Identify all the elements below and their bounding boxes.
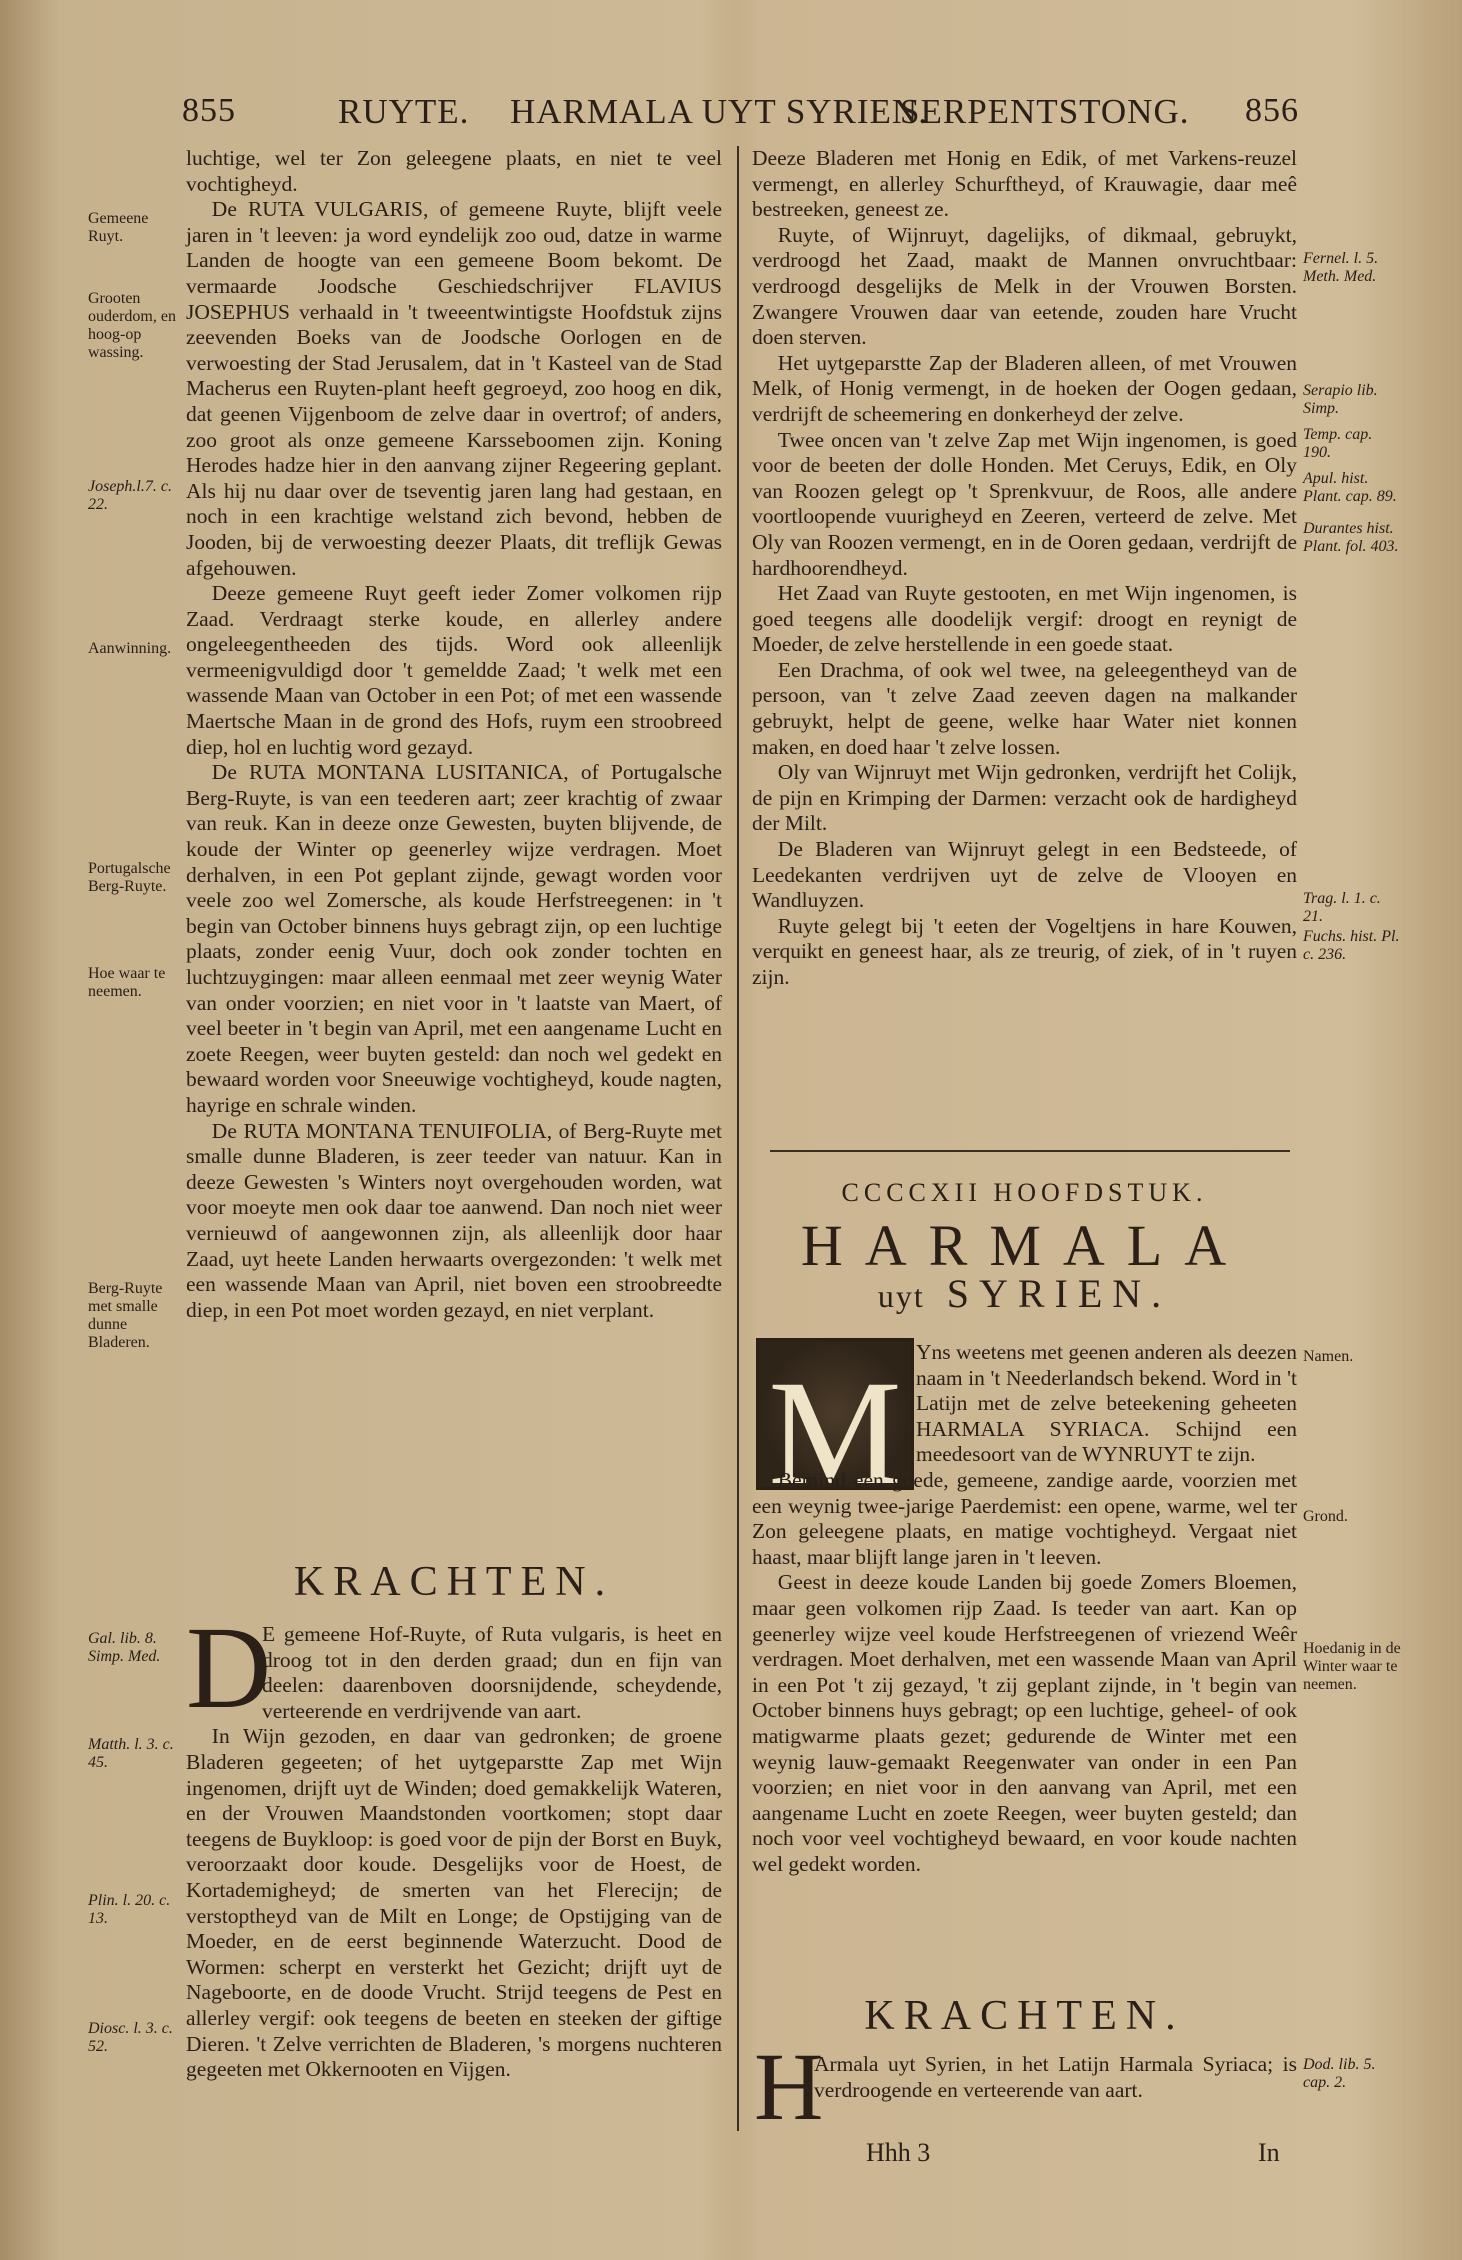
- right-paragraph: Twee oncen van 't zelve Zap met Wijn ingenomen, is goed voor de beeten der dolle Honden. Met Ceruys, Edik, en Oly van Roozen gelegt op 't Sprenkvuur, de Roos, alle andere voortloopende vuurigheyd en Zeeren, verteerd de zelve. Met Oly van Roozen vermengt, en in de Ooren gedaan, verdrijft de hardhoorendheyd.: [752, 427, 1297, 580]
- right-krachten-text: [752, 2052, 1297, 2103]
- left-krachten-heading: KRACHTEN.: [293, 1559, 615, 1605]
- margin-note: Hoe waar te neemen.: [88, 965, 166, 1000]
- right-paragraph: Een Drachma, of ook wel twee, na geleegentheyd van de persoon, van 't zelve Zaad zeeven dagen na malkander gebruykt, helpt de geene, welke haar Water niet konnen maken, en doed haar 't zelve lossen.: [752, 657, 1297, 759]
- margin-note: Serapio lib. Simp.: [1303, 382, 1378, 417]
- left-paragraph: luchtige, wel ter Zon geleegene plaats, en niet te veel vochtigheyd.: [186, 146, 722, 196]
- margin-note: Namen.: [1303, 1348, 1354, 1365]
- header-title-serpentstong: SERPENTSTONG.: [900, 92, 1190, 131]
- margin-note: Temp. cap. 190.: [1303, 426, 1373, 461]
- harmala-intro: Yns weetens met geenen anderen als deezen naam in 't Neederlandsch bekend. Word in 't Latijn met de zelve beteekening geheeten HARMALA SYRIACA. Schijnd een meedesoort van de WYNRUYT te zijn.: [916, 1340, 1297, 1467]
- left-paragraph: De RUTA MONTANA LUSITANICA, of Portugalsche Berg-Ruyte, is van een teederen aart; zeer krachtig of zwaar van reuk. Kan in deeze onze Gewesten, buyten blijvende, de koude der Winter op geenerley wijze verdragen. Moet derhalven, in een Pot geplant zijnde, gewagt worden voor veele zoo wel Zomersche, als koude Herfstreegenen: in 't begin van October binnens huys gebragt zijn, op een luchtige plaats, zonder eenig Vuur, doch ook zonder tochten en luchtzuygingen: maar alleen eenmaal met zeer weynig Water van onder voorzien; en niet voor in 't laatste van Maert, of veel beeter in 't begin van April, met een aangename Lucht en zoete Reegen, weer buyten gesteld: dan noch wel gedekt en bewaard worden voor Sneeuwige vochtigheyd, koude nagten, hayrige en schrale winden.: [186, 760, 722, 1117]
- margin-note: Gal. lib. 8. Simp. Med.: [88, 1630, 161, 1665]
- right-paragraph: Het Zaad van Ruyte gestooten, en met Wijn ingenomen, is goed teegens alle doodelijk vergif: droogt en reynigt de Moeder, de zelve herstellende in een goede staat.: [752, 581, 1297, 657]
- chapter-subtitle: [752, 1270, 1297, 1317]
- left-paragraph: De RUTA MONTANA TENUIFOLIA, of Berg-Ruyte met smalle dunne Bladeren, is zeer teeder van natuur. Kan in deeze Gewesten 's Winters noyt overgehouden worden, wat voor moeyte men ook daar toe aanwend. Dan noch niet weer vernieuwd of aangewonnen zijn, als alleenlijk door haar Zaad, uyt heete Landen herwaarts overgezonden: 't welk met een wassende Maan van April, niet boven een stroobreedte diep, in een Pot moet worden gezayd, en niet verplant.: [186, 1118, 722, 1322]
- left-paragraph: Deeze gemeene Ruyt geeft ieder Zomer volkomen rijp Zaad. Verdraagt sterke koude, en allerley andere ongeleegentheeden des tijds. Word ook alleenlijk vermeenigvuldigd door 't gemeldde Zaad; 't welk met een wassende Maan van October in een Pot; of met een wassende Maertsche Maan in de grond des Hofs, ruym een stroobreed diep, hol en luchtig word gezayd.: [186, 581, 722, 759]
- left-paragraph: De RUTA VULGARIS, of gemeene Ruyte, blijft veele jaren in 't leeven: ja word eyndelijk zoo oud, datze in warme Landen de hoogte van een gemeene Boom bekomt. De vermaarde Joodsche Geschiedschrijver FLAVIUS JOSEPHUS verhaald in 't tweeentwintigste Hoofdstuk zijns zeevenden Boeks van de Joodsche Oorlogen en de verwoesting der Stad Jerusalem, dat in 't Kasteel van de Stad Macherus een Ruyten-plant heeft gegroeyd, zoo hoog en dik, dat geenen Vijgenboom de zelve daar in overtrof; of anders, zoo groot als onze gemeene Karsseboomen zijn. Koning Herodes hadze hier in den aanvang zijner Regeering geplant. Als hij nu daar over de tseventig jaren lang had gestaan, en noch in een krachtige welstand zich bevond, hebben de Jooden, bij de verwoesting deezer Plaats, dit treflijk Gewas afgehouwen.: [186, 197, 722, 580]
- right-paragraph: Ruyte gelegt bij 't eeten der Vogeltjens in hare Kouwen, verquikt en geneest haar, als ze treurig, of ziek, of in 't ruyen zijn.: [752, 913, 1297, 989]
- margin-note: Grooten ouderdom, en hoog-op wassing.: [88, 290, 176, 361]
- right-krachten-initial: H: [754, 2033, 824, 2140]
- subtitle-uyt: uyt: [877, 1278, 925, 1314]
- margin-note: Grond.: [1303, 1508, 1348, 1525]
- right-paragraph: Oly van Wijnruyt met Wijn gedronken, verdrijft het Colijk, de pijn en Krimping der Darmen: verzacht ook de hardigheyd der Milt.: [752, 760, 1297, 836]
- left-column: [186, 146, 722, 1323]
- margin-note: Matth. l. 3. c. 45.: [88, 1736, 174, 1771]
- right-column: [752, 146, 1297, 991]
- margin-note: Apul. hist. Plant. cap. 89.: [1303, 470, 1397, 505]
- right-paragraph: Het uytgeparstte Zap der Bladeren alleen, of met Vrouwen Melk, of Honig vermengt, in de hoeken der Oogen gedaan, verdrijft de scheemering en donkerheyd der zelve.: [752, 350, 1297, 426]
- right-paragraph: De Bladeren van Wijnruyt gelegt in een Bedsteede, of Leedekanten verdrijven uyt de zelve de Vlooyen en Wandluyzen.: [752, 837, 1297, 913]
- margin-note: Diosc. l. 3. c. 52.: [88, 2020, 173, 2055]
- harmala-grond-paragraph: Bemind een goede, gemeene, zandige aarde, voorzien met een weynig twee-jarige Paerdemist: een opene, warme, wel ter Zon geleegene plaats, en matige vochtigheyd. Vergaat niet haast, maar blijft lange jaren in 't leeven.: [752, 1467, 1297, 1569]
- margin-note: Fuchs. hist. Pl. c. 236.: [1303, 928, 1400, 963]
- decorated-initial-letter: M: [768, 1350, 902, 1516]
- signature-mark: Hhh 3: [866, 2138, 931, 2167]
- header-title-ruyte: RUYTE.: [338, 92, 470, 131]
- chapter-title: HARMALA: [800, 1213, 1249, 1278]
- left-krachten-first-paragraph: E gemeene Hof-Ruyte, of Ruta vulgaris, is heet en droog tot in den derden graad; dun en fijn van deelen: daarenboven doorsnijdende, scheydende, verteerende en verdrijvende van aart.: [262, 1622, 722, 1723]
- left-krachten-initial: D: [186, 1602, 272, 1733]
- left-krachten-text: [186, 1622, 722, 2083]
- margin-note: Durantes hist. Plant. fol. 403.: [1303, 520, 1399, 555]
- section-rule: [770, 1150, 1290, 1152]
- subtitle-syrien: SYRIEN.: [946, 1271, 1172, 1316]
- margin-note: Berg-Ruyte met smalle dunne Bladeren.: [88, 1280, 163, 1351]
- left-krachten-paragraph: In Wijn gezoden, en daar van gedronken; de groene Bladeren gegeeten; of het uytgeparstte Zap met Wijn ingenomen, drijft uyt de Winden; doed gemakkelijk Wateren, en der Vrouwen Maandstonden voortkomen; stopt daar teegens de Buykloop: is goed voor de pijn der Borst en Buyk, veroorzaakt door koude. Desgelijks voor de Hoest, de Kortademigheyd; de smerten van het Flerecijn; de verstoptheyd van de Milt en Longe; de Opstijging van de Moeder, en de eerst beginnende Waterzucht. Dood de Wormen: scherpt en versterkt het Gezicht; drijft uyt de Nageboorte, en de doode Vrucht. Strijd teegens de Pest en allerley vergif: ook teegens de beeten en steeken der giftige Dieren. 't Zelve verrichten de Bladeren, 's morgens nuchteren gegeeten met Okkernooten en Vijgen.: [186, 1724, 722, 2082]
- margin-note: Dod. lib. 5. cap. 2.: [1303, 2056, 1376, 2091]
- harmala-text: [752, 1340, 1297, 1877]
- margin-note: Plin. l. 20. c. 13.: [88, 1892, 171, 1927]
- harmala-hoedanig-paragraph: Geest in deeze koude Landen bij goede Zomers Bloemen, maar geen volkomen rijp Zaad. Is teeder van aart. Kan op geenerley wijze veel koude Herfstreegenen of vriezend Weêr verdragen. Moet derhalven, met een wassende Maan van April in een Pot 't zij gezayd, 't zij geplant zijnde, in 't begin van October binnens huys gebragt; op een luchtige, geheel- of ook matigwarme plaats gezet; gedurende de Winter met een weynig lauw-gemaakt Reegenwater van onder in een Pan voorzien; en niet voor in den aanvang van April, met een aangename Lucht en zoete Reegen, weer buyten gesteld; dan noch voor veel vochtigheyd bewaard, en voor koude nachten wel gedekt worden.: [752, 1570, 1297, 1876]
- margin-note: Gemeene Ruyt.: [88, 210, 149, 245]
- column-divider: [737, 146, 739, 2131]
- right-krachten-paragraph: Armala uyt Syrien, in het Latijn Harmala Syriaca; is verdroogende en verteerende van aart.: [814, 2052, 1297, 2102]
- right-page-number: 856: [1245, 92, 1299, 129]
- right-paragraph: Ruyte, of Wijnruyt, dagelijks, of dikmaal, gebruykt, verdroogd het Zaad, maakt de Mannen onvruchtbaar: verdroogd desgelijks de Melk in der Vrouwen Borsten. Zwangere Vrouwen daar van eetende, zouden hare Vrucht doen sterven.: [752, 222, 1297, 350]
- header-title-harmala: HARMALA UYT SYRIEN.: [510, 92, 928, 131]
- catchword: In: [1258, 2138, 1280, 2167]
- right-paragraph: Deeze Bladeren met Honig en Edik, of met Varkens-reuzel vermengt, en allerley Schurftheyd, of Krauwagie, daar meê bestreeken, geneest ze.: [752, 146, 1297, 222]
- margin-note: Fernel. l. 5. Meth. Med.: [1303, 250, 1379, 285]
- right-krachten-heading: KRACHTEN.: [864, 1993, 1185, 2039]
- margin-note: Portugalsche Berg-Ruyte.: [88, 860, 171, 895]
- chapter-number: CCCCXII HOOFDSTUK.: [841, 1178, 1208, 1207]
- left-page-number: 855: [182, 92, 236, 129]
- margin-note: Hoedanig in de Winter waar te neemen.: [1303, 1640, 1401, 1693]
- margin-note: Aanwinning.: [88, 640, 172, 657]
- margin-note: Joseph.l.7. c. 22.: [88, 478, 172, 513]
- margin-note: Trag. l. 1. c. 21.: [1303, 890, 1381, 925]
